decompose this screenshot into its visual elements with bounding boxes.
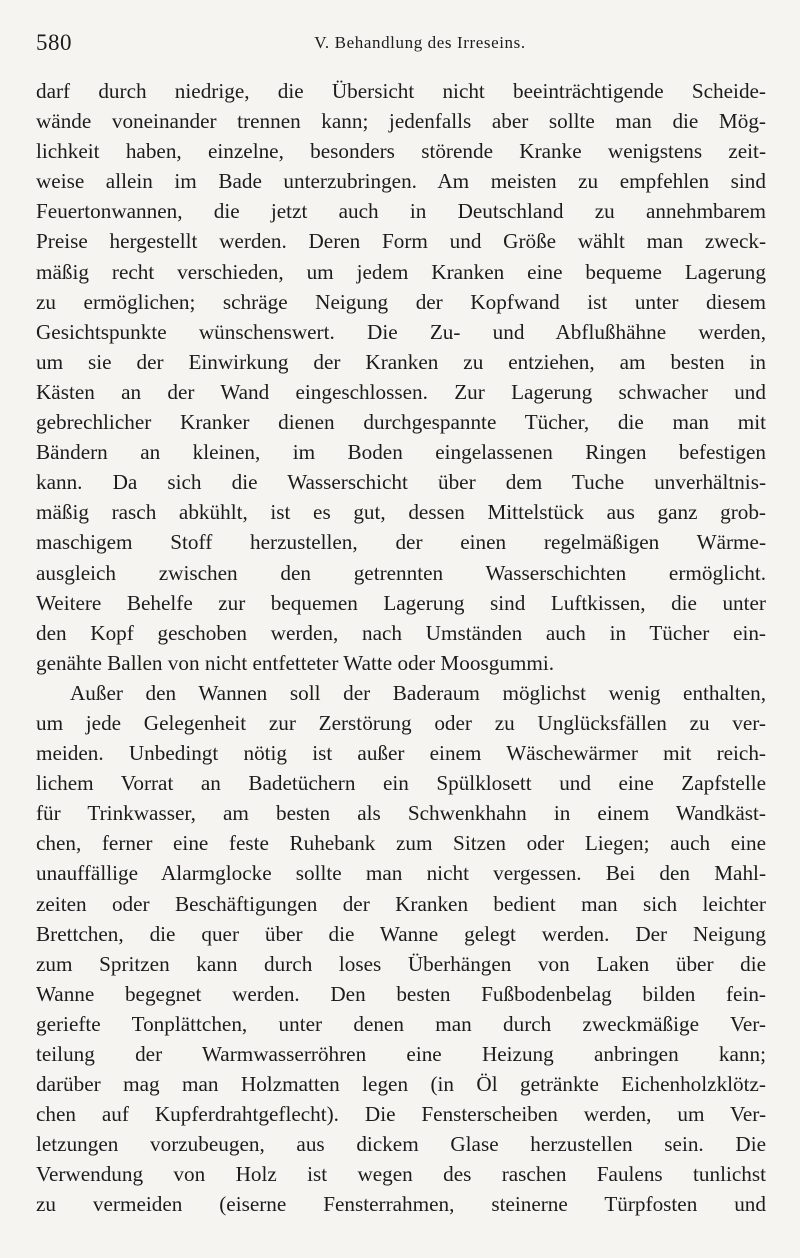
text-line: weise allein im Bade unterzubringen. Am meisten zu empfehlen sind (36, 169, 766, 194)
text-line: Bändern an kleinen, im Boden eingelassenen Ringen befestigen (36, 440, 766, 465)
page-header (36, 30, 764, 60)
text-line: wände voneinander trennen kann; jedenfalls aber sollte man die Mög- (36, 109, 766, 134)
text-line: ausgleich zwischen den getrennten Wasserschichten ermöglicht. (36, 560, 766, 585)
text-line: chen, ferner eine feste Ruhebank zum Sitzen oder Liegen; auch eine (36, 831, 766, 856)
text-line: meiden. Unbedingt nötig ist außer einem Wäschewärmer mit reich- (36, 741, 766, 766)
text-line: teilung der Warmwasserröhren eine Heizung anbringen kann; (36, 1042, 766, 1066)
page-number: 580 (36, 30, 72, 55)
text-line: zu vermeiden (eiserne Fensterrahmen, steinerne Türpfosten und (36, 1192, 766, 1217)
text-line: Gesichtspunkte wünschenswert. Die Zu- und Abflußhähne werden, (36, 319, 766, 344)
text-line: Wanne begegnet werden. Den besten Fußbodenbelag bilden fein- (36, 981, 766, 1006)
text-line: Außer den Wannen soll der Baderaum möglichst wenig enthalten, (70, 680, 766, 705)
text-line: mäßig rasch abkühlt, ist es gut, dessen Mittelstück aus ganz grob- (36, 500, 766, 525)
running-title: V. Behandlung des Irreseins. (314, 33, 526, 52)
text-line: den Kopf geschoben werden, nach Umständen auch in Tücher ein- (36, 620, 766, 645)
text-line: Kästen an der Wand eingeschlossen. Zur Lagerung schwacher und (36, 379, 766, 404)
text-line: Preise hergestellt werden. Deren Form und Größe wählt man zweck- (36, 229, 766, 254)
text-line: um jede Gelegenheit zur Zerstörung oder zu Unglücksfällen zu ver- (36, 710, 766, 735)
text-line: für Trinkwasser, am besten als Schwenkhahn in einem Wandkäst- (36, 801, 766, 826)
text-line: zeiten oder Beschäftigungen der Kranken bedient man sich leichter (36, 891, 766, 916)
text-line: unauffällige Alarmglocke sollte man nicht vergessen. Bei den Mahl- (36, 861, 766, 886)
text-line: lichkeit haben, einzelne, besonders störende Kranke wenigstens zeit- (36, 139, 766, 164)
text-line: geriefte Tonplättchen, unter denen man durch zweckmäßige Ver- (36, 1011, 766, 1036)
text-line: gebrechlicher Kranker dienen durchgespannte Tücher, die man mit (36, 410, 766, 435)
text-line: um sie der Einwirkung der Kranken zu entziehen, am besten in (36, 349, 766, 374)
text-line: Verwendung von Holz ist wegen des raschen Faulens tunlichst (36, 1162, 766, 1187)
text-line: chen auf Kupferdrahtgeflecht). Die Fensterscheiben werden, um Ver- (36, 1102, 766, 1127)
paragraph (36, 76, 766, 678)
text-line: genähte Ballen von nicht entfetteter Watte oder Moosgummi. (36, 650, 555, 675)
text-line: darf durch niedrige, die Übersicht nicht beeinträchtigende Scheide- (36, 79, 766, 103)
text-line: darüber mag man Holzmatten legen (in Öl getränkte Eichenholzklötz- (36, 1072, 766, 1097)
body-text (36, 76, 766, 1220)
text-line: lichem Vorrat an Badetüchern ein Spülklosett und eine Zapfstelle (36, 771, 766, 796)
text-line: mäßig recht verschieden, um jedem Kranken eine bequeme Lagerung (36, 259, 766, 284)
text-line: Weitere Behelfe zur bequemen Lagerung sind Luftkissen, die unter (36, 590, 766, 615)
text-line: Feuertonwannen, die jetzt auch in Deutschland zu annehmbarem (36, 199, 766, 224)
text-line: kann. Da sich die Wasserschicht über dem Tuche unverhältnis- (36, 470, 766, 495)
text-line: zum Spritzen kann durch loses Überhängen von Laken über die (36, 951, 766, 976)
text-line: zu ermöglichen; schräge Neigung der Kopfwand ist unter diesem (36, 289, 766, 314)
paragraph (36, 678, 766, 1220)
text-line: letzungen vorzubeugen, aus dickem Glase herzustellen sein. Die (36, 1132, 766, 1157)
text-line: maschigem Stoff herzustellen, der einen regelmäßigen Wärme- (36, 530, 766, 555)
text-line: Brettchen, die quer über die Wanne gelegt werden. Der Neigung (36, 921, 766, 946)
